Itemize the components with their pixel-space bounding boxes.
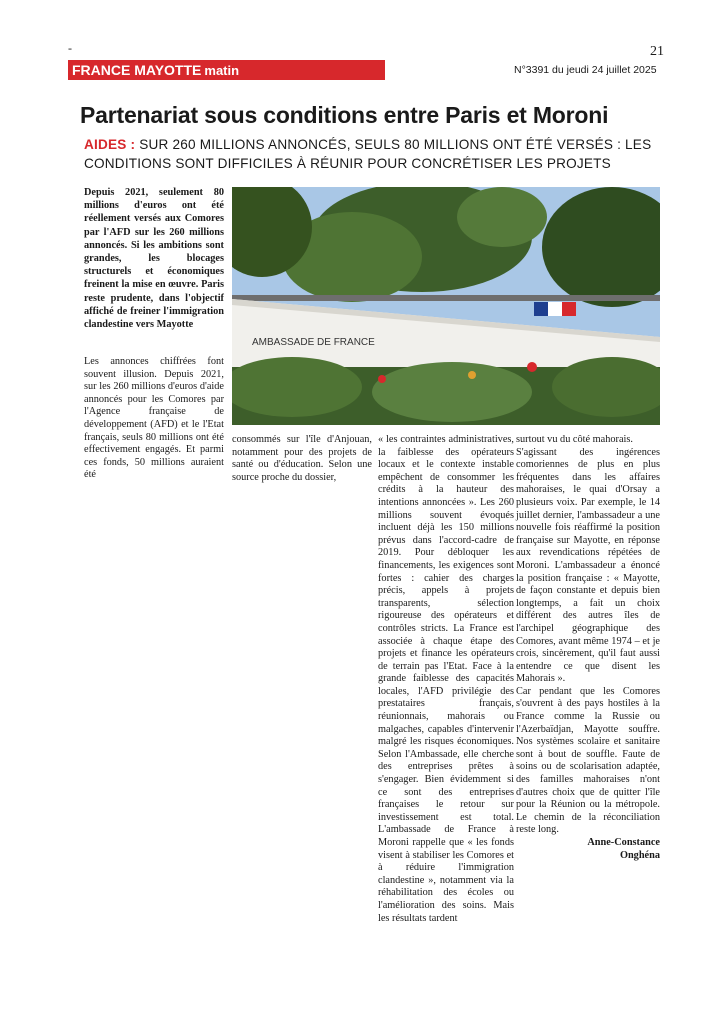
column-4-paragraph-1: surtout vu du côté mahorais. bbox=[516, 434, 633, 445]
article-column-2 bbox=[232, 434, 372, 484]
deck-text: SUR 260 MILLIONS ANNONCÉS, SEULS 80 MILLIONS ONT ÉTÉ VERSÉS : LES CONDITIONS SONT DIFFICILES À RÉUNIR POUR CONCRÉTISER LES PROJETS bbox=[84, 137, 652, 171]
chapo-text: Depuis 2021, seulement 80 millions d'euros ont été réellement versés aux Comores par l'AFD sur les 260 millions annoncés. Si les ambitions sont grandes, les blocages structurels et économiques freinent la mise en œuvre. Paris reste prudente, dans l'objectif affiché de freiner l'immigration clandestine vers Mayotte bbox=[84, 187, 224, 331]
chapo bbox=[84, 186, 224, 331]
article-photo bbox=[232, 187, 660, 425]
column-2-text: consommés sur l'île d'Anjouan, notamment pour des projets de santé ou d'éducation. Selon une source proche du dossier, bbox=[232, 434, 372, 483]
article-column-3 bbox=[378, 434, 514, 925]
article-column-1 bbox=[84, 356, 224, 482]
deck-label: AIDES : bbox=[84, 137, 136, 152]
masthead bbox=[68, 60, 385, 80]
column-3-text: « les contraintes administratives, la faiblesse des opérateurs locaux et le contexte instable empêchent de consommer les crédits à la hauteur des intentions annoncées ». Les 260 millions souvent évoqués incluent déjà les 150 millions prévus dans l'accord-cadre de 2019. Pour débloquer les financements, les exigences sont fortes : cahier des charges précis, appels à projets transparents, sélection rigoureuse des opérateurs et contrôles stricts. La France est associée à chaque étape des projets et finance les opérateurs de terrain pas l'Etat. Face à la grande faiblesse des capacités locales, l'AFD privilégie des prestataires français, réunionnais, mahorais ou malgaches, capables d'intervenir malgré les risques économiques. Selon l'Ambassade, elle cherche des entreprises prêtes à s'engager. Bien évidemment si ce sont des entreprises françaises le retour sur investissement est total. L'ambassade de France à Moroni rappelle que « les fonds visent à stabiliser les Comores et à réduire l'immigration clandestine », notamment via la réhabilitation des écoles ou l'amélioration des soins. Mais les résultats tardent bbox=[378, 434, 514, 924]
embassy-photo-illustration bbox=[232, 187, 660, 425]
column-4-paragraph-3: Car pendant que les Comores s'ouvrent à des pays hostiles à la France comme la Russie ou l'Azerbaïdjan, Mayotte souffre. Nos systèmes scolaire et sanitaire sont à bout de souffle. Faute de soins ou de scolarisation adaptée, des familles mahoraises n'ont d'autres choix que de quitter l'île pour la Réunion ou la métropole. Le chemin de la réconciliation reste long. bbox=[516, 685, 660, 836]
page-number: 21 bbox=[650, 44, 664, 59]
page-dash: - bbox=[68, 41, 72, 55]
masthead-name: FRANCE MAYOTTE bbox=[72, 62, 202, 78]
issue-info: N°3391 du jeudi 24 juillet 2025 bbox=[514, 64, 657, 76]
deck bbox=[84, 135, 664, 173]
column-1-text: Les annonces chiffrées font souvent illusion. Depuis 2021, sur les 260 millions d'euros d'aide annoncés pour les Comores par l'Agence française de développement (AFD) et le l'Etat français, seuls 80 millions ont été effectivement engagés. Et parmi ces fonds, 50 millions auraient été bbox=[84, 356, 224, 481]
article-column-4 bbox=[516, 434, 660, 862]
headline: Partenariat sous conditions entre Paris et Moroni bbox=[80, 102, 609, 128]
author-name bbox=[516, 837, 660, 862]
masthead-sub: matin bbox=[204, 63, 240, 78]
column-4-paragraph-2: S'agissant des ingérences comoriennes de plus en plus fréquentes dans les affaires mahoraises, le quai d'Orsay a plusieurs voix. Par exemple, le 14 juillet dernier, l'ambassadeur a une nouvelle fois réaffirmé la position française sur Mayotte, en réponse aux revendications répétées de Moroni. L'ambassadeur a énoncé la position française : « Mayotte, de façon constante et depuis bien longtemps, a fait un choix différent des autres îles de l'archipel géographique des Comores, avant même 1974 – et je crois, sincèrement, qu'il faut aussi entendre ce que disent les Mahorais ». bbox=[516, 446, 660, 685]
author-last-name: Onghéna bbox=[619, 849, 660, 861]
embassy-sign: AMBASSADE DE FRANCE bbox=[252, 337, 375, 348]
author-first-name: Anne-Constance bbox=[587, 837, 660, 848]
